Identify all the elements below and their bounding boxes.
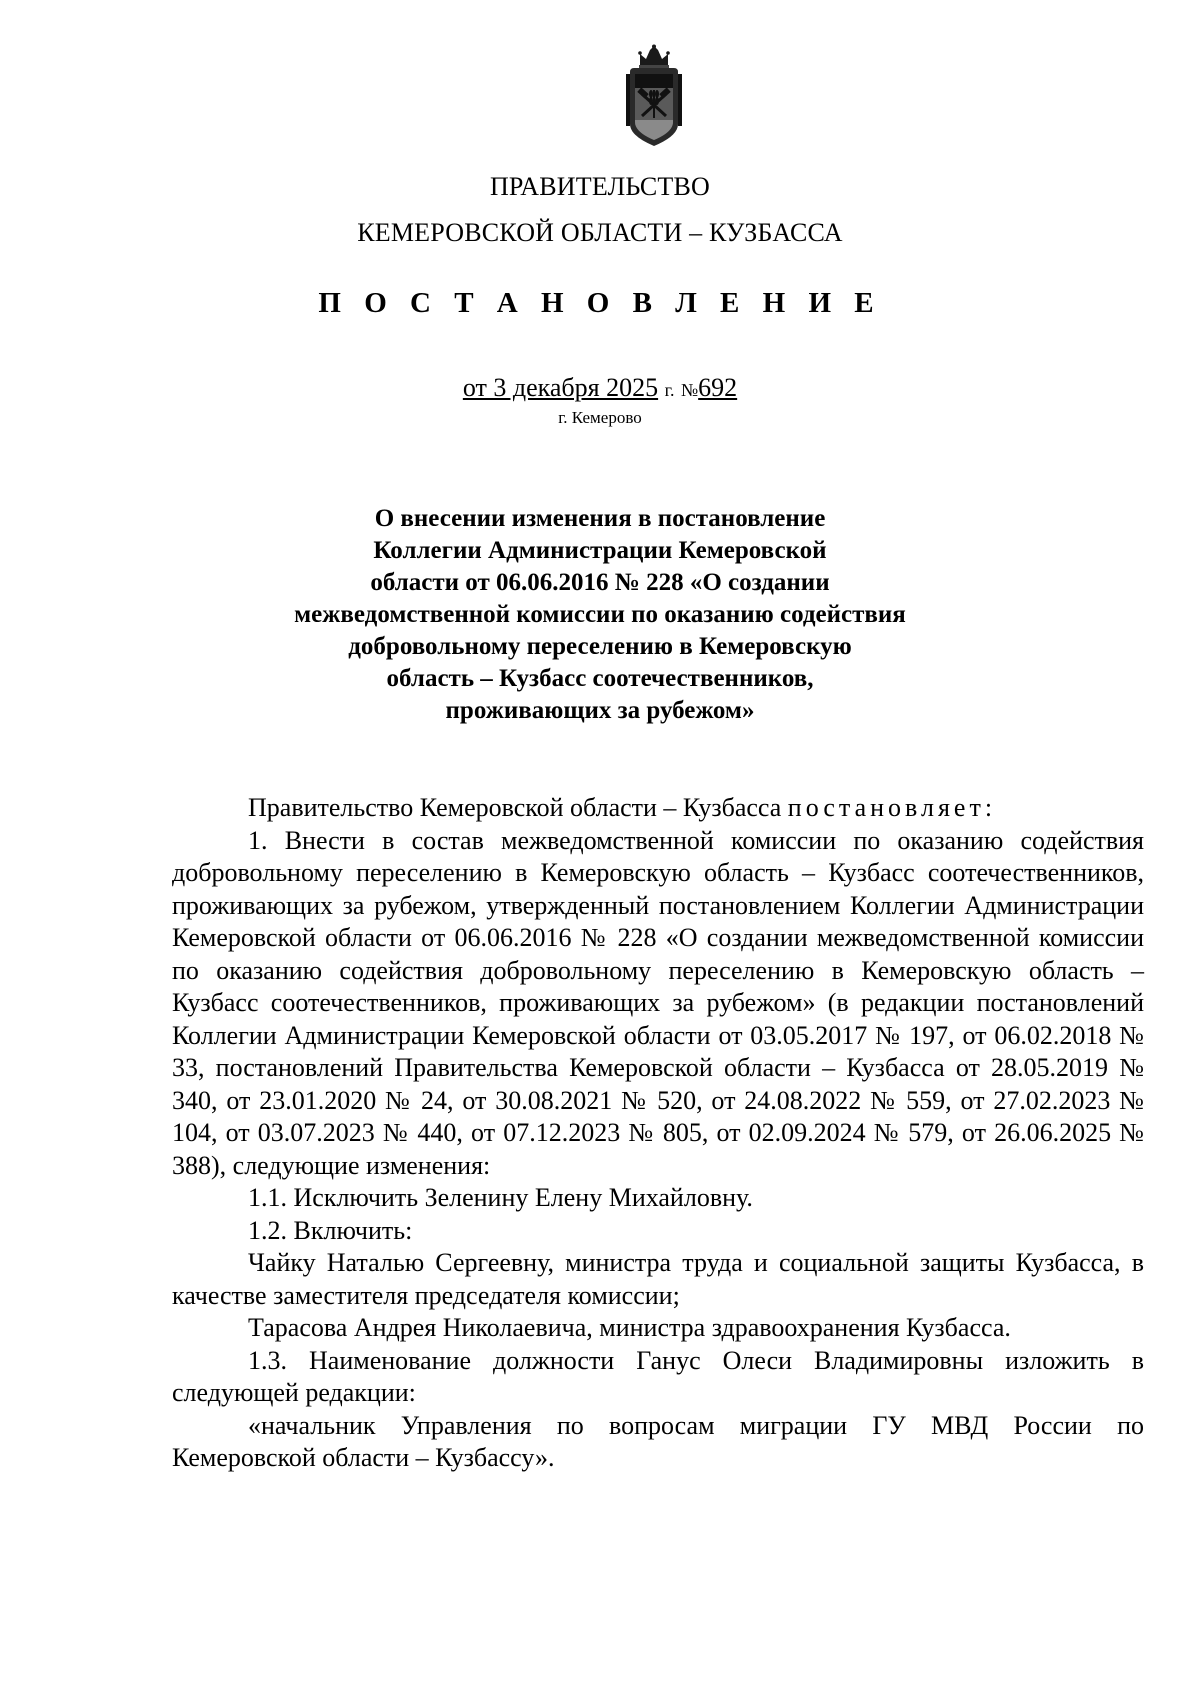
city-label: г. Кемерово xyxy=(558,408,642,427)
org-name-line2: КЕМЕРОВСКОЙ ОБЛАСТИ – КУЗБАССА xyxy=(357,218,843,247)
title-line: межведомственной комиссии по оказанию содействия xyxy=(294,601,906,628)
title-line: О внесении изменения в постановление xyxy=(374,505,826,532)
document-body xyxy=(172,792,1144,1475)
title-line: области от 06.06.2016 № 228 «О создании xyxy=(370,569,830,596)
title-line: добровольному переселению в Кемеровскую xyxy=(348,633,852,660)
document-number: 692 xyxy=(698,373,738,402)
title-line: Коллегии Администрации Кемеровской xyxy=(373,537,827,564)
paragraph-1-2: 1.2. Включить: xyxy=(248,1215,413,1245)
org-name-line1: ПРАВИТЕЛЬСТВО xyxy=(489,172,711,201)
intro-prefix: Правительство Кемеровской области – Кузбасса xyxy=(248,793,788,822)
paragraph-1-2-a: Чайку Наталью Сергеевну, министра труда и социальной защиты Кузбасса, в качестве заместителя председателя комиссии; xyxy=(172,1248,1144,1310)
title-line: область – Кузбасс соотечественников, xyxy=(386,665,814,692)
intro-paragraph xyxy=(172,792,1144,825)
intro-resolves-word: постановляет xyxy=(787,793,985,822)
paragraph-1-3: 1.3. Наименование должности Ганус Олеси Владимировны изложить в следующей редакции: xyxy=(172,1345,1144,1407)
document-type-heading: П О С Т А Н О В Л Е Н И Е xyxy=(318,287,882,319)
number-sign: № xyxy=(680,380,699,400)
date-number-line xyxy=(0,373,1200,403)
year-suffix: г. xyxy=(664,380,675,400)
paragraph-1-1: 1.1. Исключить Зеленину Елену Михайловну. xyxy=(248,1183,753,1212)
document-title xyxy=(0,503,1200,727)
paragraph-1-3-a: «начальник Управления по вопросам миграции ГУ МВД России по Кемеровской области – Кузбассу». xyxy=(172,1410,1144,1472)
document-date: от 3 декабря 2025 xyxy=(462,373,659,402)
coat-of-arms-emblem xyxy=(620,44,688,149)
paragraph-1: 1. Внести в состав межведомственной комиссии по оказанию содействия добровольному переселению в Кемеровскую область – Кузбасс соотечественников, проживающих за рубежом, утвержденный постановлением Коллегии Администрации Кемеровской области от 06.06.2016 № 228 «О создании межведомственной комиссии по оказанию содействия добровольному переселению в Кемеровскую область – Кузбасс соотечественников, проживающих за рубежом» (в редакции постановлений Коллегии Администрации Кемеровской области от 03.05.2017 № 197, от 06.02.2018 № 33, постановлений Правительства Кемеровской области – Кузбасса от 28.05.2019 № 340, от 23.01.2020 № 24, от 30.08.2021 № 520, от 24.08.2022 № 559, от 27.02.2023 № 104, от 03.07.2023 № 440, от 07.12.2023 № 805, от 02.09.2024 № 579, от 26.06.2025 № 388), следующие изменения: xyxy=(172,825,1144,1180)
paragraph-1-2-b: Тарасова Андрея Николаевича, министра здравоохранения Кузбасса. xyxy=(248,1313,1011,1342)
intro-suffix: : xyxy=(984,793,993,822)
title-line: проживающих за рубежом» xyxy=(445,697,755,724)
